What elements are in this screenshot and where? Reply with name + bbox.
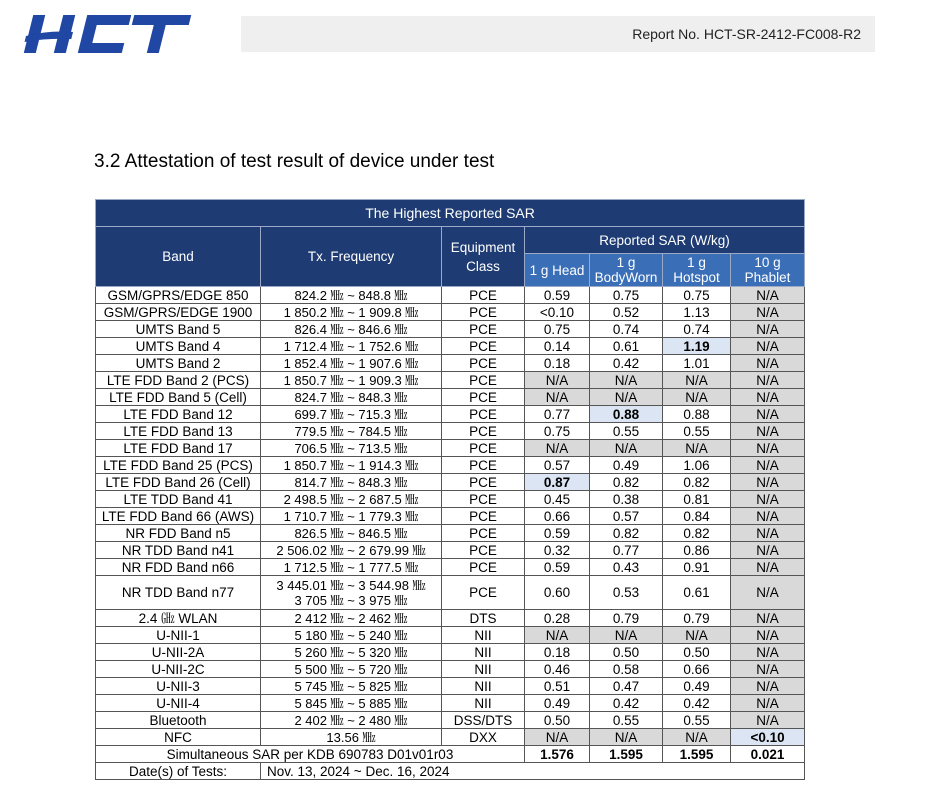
- frequency-cell: [261, 304, 442, 321]
- sar-hotspot-cell: 1.13: [663, 304, 731, 321]
- sar-hotspot-cell: 0.81: [663, 491, 731, 508]
- band-cell: LTE FDD Band 5 (Cell): [96, 389, 261, 406]
- sar-hotspot-cell: 0.74: [663, 321, 731, 338]
- table-row: [96, 338, 805, 355]
- sar-head-cell: <0.10: [525, 304, 590, 321]
- frequency-range: 5 745 ㎒ ~ 5 825 ㎒: [294, 678, 408, 694]
- equipment-class-cell: NII: [442, 678, 525, 695]
- sar-head-cell: N/A: [525, 372, 590, 389]
- sar-bodyworn-cell: 0.82: [590, 474, 663, 491]
- equipment-class-cell: NII: [442, 695, 525, 712]
- frequency-range: 779.5 ㎒ ~ 784.5 ㎒: [294, 423, 408, 439]
- sar-bodyworn-cell: 0.88: [590, 406, 663, 423]
- table-row: [96, 542, 805, 559]
- equipment-class-cell: PCE: [442, 406, 525, 423]
- header-10g-phablet: 10 g Phablet: [731, 254, 805, 287]
- band-cell: NR TDD Band n77: [96, 576, 261, 610]
- sar-phablet-cell: N/A: [731, 525, 805, 542]
- sar-hotspot-cell: 0.42: [663, 695, 731, 712]
- equipment-class-cell: PCE: [442, 287, 525, 304]
- header-1g-head: 1 g Head: [525, 254, 590, 287]
- sar-phablet-cell: <0.10: [731, 729, 805, 746]
- sar-hotspot-cell: 1.01: [663, 355, 731, 372]
- frequency-range: 2 498.5 ㎒ ~ 2 687.5 ㎒: [283, 491, 419, 507]
- frequency-cell: [261, 474, 442, 491]
- sar-phablet-cell: N/A: [731, 491, 805, 508]
- band-cell: NR TDD Band n41: [96, 542, 261, 559]
- sar-hotspot-cell: N/A: [663, 372, 731, 389]
- sar-bodyworn-cell: N/A: [590, 389, 663, 406]
- equipment-class-cell: PCE: [442, 321, 525, 338]
- sar-phablet-cell: N/A: [731, 389, 805, 406]
- sar-phablet-cell: N/A: [731, 627, 805, 644]
- frequency-cell: [261, 712, 442, 729]
- band-cell: UMTS Band 4: [96, 338, 261, 355]
- sar-hotspot-cell: 0.75: [663, 287, 731, 304]
- table-title: The Highest Reported SAR: [96, 200, 805, 227]
- band-cell: LTE TDD Band 41: [96, 491, 261, 508]
- equipment-class-cell: PCE: [442, 440, 525, 457]
- equipment-class-cell: PCE: [442, 304, 525, 321]
- frequency-cell: [261, 508, 442, 525]
- sar-bodyworn-cell: 0.42: [590, 695, 663, 712]
- band-cell: U-NII-3: [96, 678, 261, 695]
- sar-hotspot-cell: 0.84: [663, 508, 731, 525]
- table-row: [96, 321, 805, 338]
- sar-bodyworn-cell: 0.55: [590, 712, 663, 729]
- sar-bodyworn-cell: 0.82: [590, 525, 663, 542]
- sar-head-cell: 0.28: [525, 610, 590, 627]
- equipment-class-cell: PCE: [442, 576, 525, 610]
- sar-head-cell: 0.32: [525, 542, 590, 559]
- sar-hotspot-cell: 0.55: [663, 423, 731, 440]
- sar-bodyworn-cell: 0.47: [590, 678, 663, 695]
- sar-bodyworn-cell: 0.61: [590, 338, 663, 355]
- equipment-class-cell: NII: [442, 644, 525, 661]
- sar-phablet-cell: N/A: [731, 576, 805, 610]
- table-row: [96, 355, 805, 372]
- sar-head-cell: 0.66: [525, 508, 590, 525]
- sar-hotspot-cell: 0.61: [663, 576, 731, 610]
- header-band: Band: [96, 227, 261, 287]
- equipment-class-cell: PCE: [442, 542, 525, 559]
- sar-head-cell: N/A: [525, 389, 590, 406]
- equipment-class-cell: NII: [442, 627, 525, 644]
- frequency-cell: [261, 559, 442, 576]
- header-equipment-class: Equipment Class: [442, 227, 525, 287]
- table-row: [96, 440, 805, 457]
- header-reported-sar: Reported SAR (W/kg): [525, 227, 805, 254]
- table-row: [96, 712, 805, 729]
- sar-head-cell: 0.18: [525, 355, 590, 372]
- frequency-range: 1 852.4 ㎒ ~ 1 907.6 ㎒: [283, 355, 419, 371]
- table-row: [96, 678, 805, 695]
- table-row: [96, 729, 805, 746]
- simultaneous-sar-row: [96, 746, 805, 763]
- sar-bodyworn-cell: 0.57: [590, 508, 663, 525]
- frequency-range: 13.56 ㎒: [326, 729, 376, 745]
- simultaneous-hotspot: 1.595: [663, 746, 731, 763]
- frequency-range: 1 850.7 ㎒ ~ 1 914.3 ㎒: [283, 457, 419, 473]
- equipment-class-cell: DXX: [442, 729, 525, 746]
- sar-phablet-cell: N/A: [731, 355, 805, 372]
- sar-results-table: [95, 199, 805, 780]
- sar-head-cell: 0.46: [525, 661, 590, 678]
- sar-phablet-cell: N/A: [731, 423, 805, 440]
- sar-phablet-cell: N/A: [731, 338, 805, 355]
- equipment-class-cell: PCE: [442, 457, 525, 474]
- band-cell: U-NII-2C: [96, 661, 261, 678]
- table-row: [96, 491, 805, 508]
- sar-phablet-cell: N/A: [731, 661, 805, 678]
- frequency-range: 5 180 ㎒ ~ 5 240 ㎒: [294, 627, 408, 643]
- sar-head-cell: 0.60: [525, 576, 590, 610]
- simultaneous-bodyworn: 1.595: [590, 746, 663, 763]
- equipment-class-cell: PCE: [442, 389, 525, 406]
- simultaneous-sar-label: Simultaneous SAR per KDB 690783 D01v01r03: [96, 746, 525, 763]
- frequency-range: 3 445.01 ㎒ ~ 3 544.98 ㎒: [276, 577, 426, 593]
- table-row: [96, 389, 805, 406]
- sar-hotspot-cell: 1.19: [663, 338, 731, 355]
- frequency-range: 5 260 ㎒ ~ 5 320 ㎒: [294, 644, 408, 660]
- table-row: [96, 287, 805, 304]
- sar-phablet-cell: N/A: [731, 474, 805, 491]
- equipment-class-cell: PCE: [442, 338, 525, 355]
- sar-table-body: [96, 287, 805, 746]
- frequency-range: 1 850.2 ㎒ ~ 1 909.8 ㎒: [283, 304, 419, 320]
- sar-hotspot-cell: 0.88: [663, 406, 731, 423]
- sar-head-cell: 0.45: [525, 491, 590, 508]
- frequency-cell: [261, 355, 442, 372]
- table-row: [96, 525, 805, 542]
- sar-bodyworn-cell: 0.77: [590, 542, 663, 559]
- frequency-range: 824.7 ㎒ ~ 848.3 ㎒: [294, 389, 408, 405]
- sar-bodyworn-cell: N/A: [590, 372, 663, 389]
- sar-head-cell: 0.75: [525, 321, 590, 338]
- sar-hotspot-cell: 1.06: [663, 457, 731, 474]
- equipment-class-cell: PCE: [442, 474, 525, 491]
- frequency-cell: [261, 695, 442, 712]
- frequency-cell: [261, 491, 442, 508]
- sar-bodyworn-cell: 0.52: [590, 304, 663, 321]
- band-cell: 2.4 ㎓ WLAN: [96, 610, 261, 627]
- sar-phablet-cell: N/A: [731, 457, 805, 474]
- simultaneous-head: 1.576: [525, 746, 590, 763]
- band-cell: U-NII-1: [96, 627, 261, 644]
- sar-phablet-cell: N/A: [731, 695, 805, 712]
- sar-head-cell: N/A: [525, 627, 590, 644]
- table-row: [96, 576, 805, 610]
- sar-head-cell: 0.77: [525, 406, 590, 423]
- sar-hotspot-cell: N/A: [663, 389, 731, 406]
- sar-phablet-cell: N/A: [731, 610, 805, 627]
- sar-hotspot-cell: 0.82: [663, 525, 731, 542]
- frequency-cell: [261, 287, 442, 304]
- band-cell: NR FDD Band n66: [96, 559, 261, 576]
- report-number: Report No. HCT-SR-2412-FC008-R2: [632, 26, 861, 42]
- sar-bodyworn-cell: 0.79: [590, 610, 663, 627]
- band-cell: LTE FDD Band 12: [96, 406, 261, 423]
- sar-phablet-cell: N/A: [731, 304, 805, 321]
- sar-head-cell: 0.50: [525, 712, 590, 729]
- sar-head-cell: 0.14: [525, 338, 590, 355]
- sar-bodyworn-cell: 0.75: [590, 287, 663, 304]
- frequency-range-2: 3 705 ㎒ ~ 3 975 ㎒: [294, 592, 408, 608]
- band-cell: LTE FDD Band 66 (AWS): [96, 508, 261, 525]
- sar-head-cell: 0.87: [525, 474, 590, 491]
- sar-head-cell: 0.18: [525, 644, 590, 661]
- frequency-range: 2 402 ㎒ ~ 2 480 ㎒: [294, 712, 408, 728]
- frequency-range: 1 712.4 ㎒ ~ 1 752.6 ㎒: [283, 338, 419, 354]
- frequency-cell: [261, 542, 442, 559]
- frequency-range: 826.4 ㎒ ~ 846.6 ㎒: [294, 321, 408, 337]
- sar-bodyworn-cell: N/A: [590, 627, 663, 644]
- sar-hotspot-cell: 0.91: [663, 559, 731, 576]
- simultaneous-phablet: 0.021: [731, 746, 805, 763]
- sar-phablet-cell: N/A: [731, 287, 805, 304]
- table-row: [96, 457, 805, 474]
- band-cell: Bluetooth: [96, 712, 261, 729]
- sar-head-cell: 0.59: [525, 525, 590, 542]
- frequency-range: 2 412 ㎒ ~ 2 462 ㎒: [294, 610, 408, 626]
- table-row: [96, 508, 805, 525]
- header-1g-hotspot: 1 g Hotspot: [663, 254, 731, 287]
- sar-hotspot-cell: 0.66: [663, 661, 731, 678]
- hct-logo: [22, 12, 200, 56]
- equipment-class-cell: DTS: [442, 610, 525, 627]
- frequency-range: 699.7 ㎒ ~ 715.3 ㎒: [294, 406, 408, 422]
- sar-phablet-cell: N/A: [731, 712, 805, 729]
- frequency-cell: [261, 389, 442, 406]
- frequency-range: 1 850.7 ㎒ ~ 1 909.3 ㎒: [283, 372, 419, 388]
- sar-phablet-cell: N/A: [731, 542, 805, 559]
- equipment-class-cell: DSS/DTS: [442, 712, 525, 729]
- frequency-cell: [261, 627, 442, 644]
- table-row: [96, 474, 805, 491]
- band-cell: UMTS Band 5: [96, 321, 261, 338]
- sar-bodyworn-cell: 0.50: [590, 644, 663, 661]
- sar-bodyworn-cell: N/A: [590, 440, 663, 457]
- frequency-range: 826.5 ㎒ ~ 846.5 ㎒: [294, 525, 408, 541]
- sar-phablet-cell: N/A: [731, 678, 805, 695]
- band-cell: NFC: [96, 729, 261, 746]
- frequency-cell: [261, 321, 442, 338]
- table-row: [96, 661, 805, 678]
- sar-hotspot-cell: 0.86: [663, 542, 731, 559]
- sar-hotspot-cell: N/A: [663, 729, 731, 746]
- frequency-cell: [261, 338, 442, 355]
- sar-head-cell: 0.51: [525, 678, 590, 695]
- sar-hotspot-cell: 0.82: [663, 474, 731, 491]
- equipment-class-cell: PCE: [442, 423, 525, 440]
- frequency-cell: [261, 644, 442, 661]
- sar-bodyworn-cell: N/A: [590, 729, 663, 746]
- equipment-class-cell: PCE: [442, 559, 525, 576]
- band-cell: LTE FDD Band 13: [96, 423, 261, 440]
- test-dates-label: Date(s) of Tests:: [96, 763, 261, 780]
- table-row: [96, 423, 805, 440]
- sar-phablet-cell: N/A: [731, 508, 805, 525]
- sar-head-cell: N/A: [525, 729, 590, 746]
- frequency-cell: [261, 661, 442, 678]
- frequency-range: 2 506.02 ㎒ ~ 2 679.99 ㎒: [276, 542, 426, 558]
- frequency-range: 1 710.7 ㎒ ~ 1 779.3 ㎒: [283, 508, 419, 524]
- band-cell: LTE FDD Band 26 (Cell): [96, 474, 261, 491]
- sar-hotspot-cell: 0.50: [663, 644, 731, 661]
- sar-bodyworn-cell: 0.49: [590, 457, 663, 474]
- frequency-cell: [261, 457, 442, 474]
- table-row: [96, 610, 805, 627]
- sar-bodyworn-cell: 0.53: [590, 576, 663, 610]
- table-row: [96, 406, 805, 423]
- equipment-class-cell: PCE: [442, 508, 525, 525]
- sar-phablet-cell: N/A: [731, 372, 805, 389]
- sar-bodyworn-cell: 0.58: [590, 661, 663, 678]
- equipment-class-cell: PCE: [442, 372, 525, 389]
- sar-hotspot-cell: 0.55: [663, 712, 731, 729]
- band-cell: U-NII-2A: [96, 644, 261, 661]
- frequency-cell: [261, 678, 442, 695]
- frequency-range: 706.5 ㎒ ~ 713.5 ㎒: [294, 440, 408, 456]
- equipment-class-cell: PCE: [442, 491, 525, 508]
- frequency-range: 5 845 ㎒ ~ 5 885 ㎒: [294, 695, 408, 711]
- sar-hotspot-cell: 0.49: [663, 678, 731, 695]
- frequency-cell: [261, 729, 442, 746]
- sar-hotspot-cell: N/A: [663, 627, 731, 644]
- table-row: [96, 372, 805, 389]
- frequency-range: 814.7 ㎒ ~ 848.3 ㎒: [294, 474, 408, 490]
- frequency-cell: [261, 372, 442, 389]
- band-cell: U-NII-4: [96, 695, 261, 712]
- sar-phablet-cell: N/A: [731, 440, 805, 457]
- sar-hotspot-cell: 0.79: [663, 610, 731, 627]
- sar-bodyworn-cell: 0.43: [590, 559, 663, 576]
- frequency-cell: [261, 576, 442, 610]
- table-row: [96, 644, 805, 661]
- band-cell: GSM/GPRS/EDGE 1900: [96, 304, 261, 321]
- frequency-range: 1 712.5 ㎒ ~ 1 777.5 ㎒: [283, 559, 419, 575]
- equipment-class-cell: PCE: [442, 525, 525, 542]
- frequency-cell: [261, 525, 442, 542]
- sar-phablet-cell: N/A: [731, 406, 805, 423]
- frequency-cell: [261, 610, 442, 627]
- sar-bodyworn-cell: 0.38: [590, 491, 663, 508]
- report-number-bar: [241, 16, 875, 52]
- band-cell: LTE FDD Band 25 (PCS): [96, 457, 261, 474]
- frequency-cell: [261, 440, 442, 457]
- table-row: [96, 304, 805, 321]
- frequency-range: 824.2 ㎒ ~ 848.8 ㎒: [294, 287, 408, 303]
- sar-hotspot-cell: N/A: [663, 440, 731, 457]
- test-dates-row: [96, 763, 805, 780]
- band-cell: LTE FDD Band 2 (PCS): [96, 372, 261, 389]
- table-row: [96, 627, 805, 644]
- equipment-class-cell: NII: [442, 661, 525, 678]
- sar-bodyworn-cell: 0.42: [590, 355, 663, 372]
- sar-phablet-cell: N/A: [731, 321, 805, 338]
- equipment-class-cell: PCE: [442, 355, 525, 372]
- sar-head-cell: 0.75: [525, 423, 590, 440]
- sar-head-cell: N/A: [525, 440, 590, 457]
- table-row: [96, 559, 805, 576]
- header-tx-frequency: Tx. Frequency: [261, 227, 442, 287]
- test-dates-value: Nov. 13, 2024 ~ Dec. 16, 2024: [261, 763, 805, 780]
- band-cell: LTE FDD Band 17: [96, 440, 261, 457]
- band-cell: GSM/GPRS/EDGE 850: [96, 287, 261, 304]
- frequency-cell: [261, 406, 442, 423]
- sar-head-cell: 0.49: [525, 695, 590, 712]
- section-title: 3.2 Attestation of test result of device under test: [94, 151, 495, 172]
- sar-head-cell: 0.59: [525, 287, 590, 304]
- header-1g-bodyworn: 1 g BodyWorn: [590, 254, 663, 287]
- table-row: [96, 695, 805, 712]
- sar-bodyworn-cell: 0.55: [590, 423, 663, 440]
- sar-bodyworn-cell: 0.74: [590, 321, 663, 338]
- sar-head-cell: 0.59: [525, 559, 590, 576]
- sar-phablet-cell: N/A: [731, 559, 805, 576]
- sar-head-cell: 0.57: [525, 457, 590, 474]
- frequency-range: 5 500 ㎒ ~ 5 720 ㎒: [294, 661, 408, 677]
- frequency-cell: [261, 423, 442, 440]
- band-cell: NR FDD Band n5: [96, 525, 261, 542]
- sar-phablet-cell: N/A: [731, 644, 805, 661]
- band-cell: UMTS Band 2: [96, 355, 261, 372]
